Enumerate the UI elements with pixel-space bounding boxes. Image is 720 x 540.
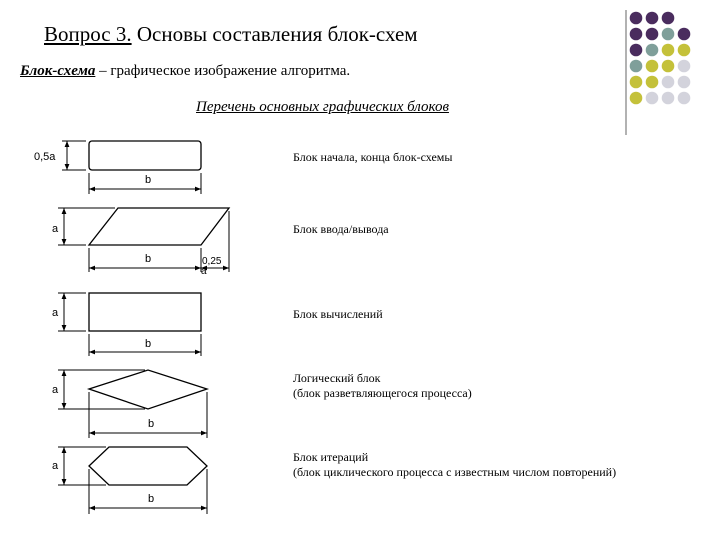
io-block-shape: [89, 208, 229, 245]
dim-width-io: b: [145, 253, 152, 265]
definition-term: Блок-схема: [20, 63, 96, 79]
dim-offset-io: 0,25: [202, 256, 222, 267]
question-number: Вопрос 3.: [44, 22, 132, 46]
dim-offset-io-unit: a: [201, 266, 207, 277]
dim-height-terminal: 0,5a: [34, 151, 56, 163]
decision-block-label: [293, 371, 472, 401]
process-block-label: Блок вычислений: [293, 307, 383, 321]
dim-width-terminal: b: [145, 174, 152, 186]
iteration-block-shape: [89, 447, 207, 485]
decision-block-shape: [89, 370, 207, 409]
dim-height-iteration: a: [52, 460, 59, 472]
iteration-block-label-line1: Блок итераций: [293, 450, 369, 464]
dim-height-process: a: [52, 307, 59, 319]
dim-width-iteration: b: [148, 493, 155, 505]
decision-block-label-line1: Логический блок: [293, 371, 381, 385]
dim-height-decision: a: [52, 384, 59, 396]
terminal-block-label: Блок начала, конца блок-схемы: [293, 150, 453, 164]
iteration-block-label-line2: (блок циклического процесса с известным числом повторений): [293, 465, 617, 479]
terminal-block-shape: [89, 141, 201, 170]
dim-height-io: a: [52, 223, 59, 235]
question-topic: Основы составления блок-схем: [136, 22, 418, 46]
definition-text: – графическое изображение алгоритма.: [99, 63, 351, 79]
process-block-shape: [89, 293, 201, 331]
io-block-label: Блок ввода/вывода: [293, 222, 389, 236]
decision-block-label-line2: (блок разветвляющегося процесса): [293, 386, 472, 400]
dim-width-process: b: [145, 338, 152, 350]
iteration-block-label: [293, 450, 616, 480]
blocks-list-subtitle: Перечень основных графических блоков: [196, 99, 449, 115]
dim-width-decision: b: [148, 418, 155, 430]
